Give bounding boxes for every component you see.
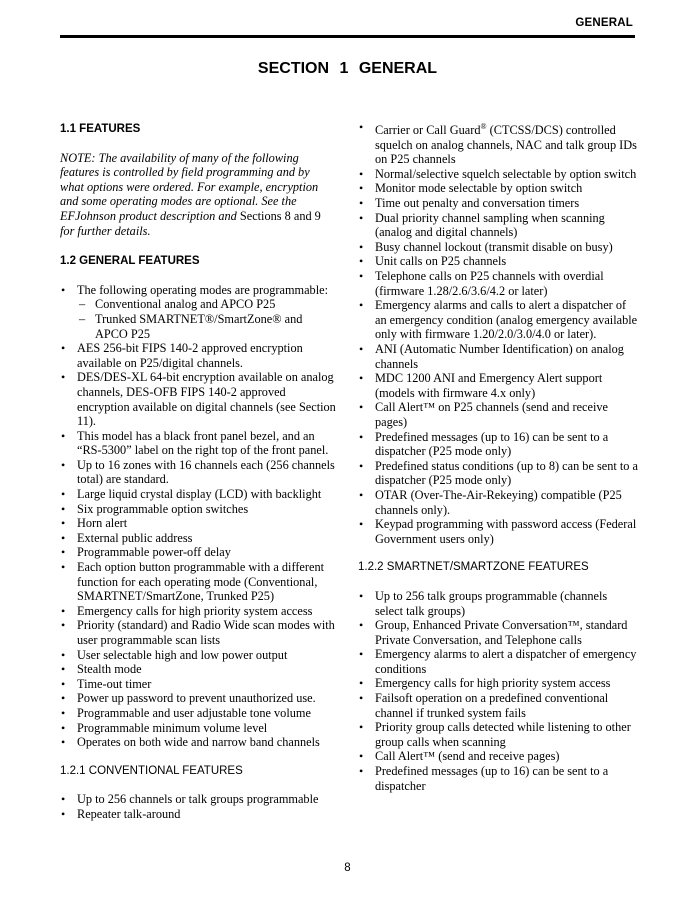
list-item: • Stealth mode bbox=[60, 662, 336, 677]
conventional-features-list bbox=[60, 792, 336, 821]
list-item: • Priority group calls detected while listening to other group calls when scanning bbox=[358, 720, 638, 749]
list-item: • Horn alert bbox=[60, 516, 336, 531]
list-item: • Time out penalty and conversation timers bbox=[358, 196, 638, 211]
list-item: • Emergency calls for high priority system access bbox=[358, 676, 638, 691]
list-item: • Predefined messages (up to 16) can be sent to a dispatcher bbox=[358, 764, 638, 793]
list-item: • Unit calls on P25 channels bbox=[358, 254, 638, 269]
list-item: • Monitor mode selectable by option switch bbox=[358, 181, 638, 196]
list-item: • OTAR (Over-The-Air-Rekeying) compatible (P25 channels only). bbox=[358, 488, 638, 517]
operating-modes-sublist bbox=[77, 297, 336, 341]
features-note bbox=[60, 151, 336, 239]
sub-list-item: – Conventional analog and APCO P25 bbox=[77, 297, 336, 312]
smartnet-features-heading: 1.2.2 SMARTNET/SMARTZONE FEATURES bbox=[358, 561, 589, 574]
conventional-features-heading: 1.2.1 CONVENTIONAL FEATURES bbox=[60, 764, 243, 777]
left-column bbox=[60, 120, 336, 836]
section-title: SECTION 1 GENERAL bbox=[257, 60, 438, 77]
list-item: • Group, Enhanced Private Conversation™, standard Private Conversation, and Telephone calls bbox=[358, 618, 638, 647]
list-item: • Predefined status conditions (up to 8) can be sent to a dispatcher (P25 mode only) bbox=[358, 459, 638, 488]
note-text-part-1: NOTE: The availability of many of the following features is controlled by field programming and by what options were ordered. For example, encryption and some operating modes are optional. See the EFJohnson product description and bbox=[60, 150, 319, 223]
header-rule bbox=[60, 35, 635, 38]
list-item-text: Carrier or Call Guard bbox=[375, 123, 481, 138]
list-item: • Keypad programming with password access (Federal Government users only) bbox=[358, 517, 638, 546]
right-column bbox=[358, 120, 638, 807]
list-item: • DES/DES-XL 64-bit encryption available on analog channels, DES-OFB FIPS 140-2 approved encryption available on digital channels (see Section 11). bbox=[60, 370, 336, 428]
list-item: • Call Alert™ (send and receive pages) bbox=[358, 749, 638, 764]
general-features-list bbox=[60, 283, 336, 750]
list-item: • MDC 1200 ANI and Emergency Alert support (models with firmware 4.x only) bbox=[358, 371, 638, 400]
list-item: • Repeater talk-around bbox=[60, 807, 336, 822]
list-item: • External public address bbox=[60, 531, 336, 546]
list-item bbox=[60, 283, 336, 341]
list-item: • Six programmable option switches bbox=[60, 502, 336, 517]
list-item: • This model has a black front panel bezel, and an “RS-5300” label on the right top of the front panel. bbox=[60, 429, 336, 458]
list-item: • Each option button programmable with a different function for each operating mode (Conventional, SMARTNET/SmartZone, Trunked P25) bbox=[60, 560, 336, 604]
features-heading: 1.1 FEATURES bbox=[60, 123, 141, 135]
list-item: • Large liquid crystal display (LCD) with backlight bbox=[60, 487, 336, 502]
list-item: • Normal/selective squelch selectable by option switch bbox=[358, 167, 638, 182]
list-item: • Emergency calls for high priority system access bbox=[60, 604, 336, 619]
list-item: • Failsoft operation on a predefined conventional channel if trunked system fails bbox=[358, 691, 638, 720]
list-item: • Emergency alarms and calls to alert a dispatcher of an emergency condition (analog emergency available only with firmware 1.20/2.0/3.0/4.0 or later). bbox=[358, 298, 638, 342]
list-item-text: (CTCSS/DCS) controlled squelch on analog channels, NAC and talk group IDs on P25 channels bbox=[375, 123, 637, 167]
list-item: • Power up password to prevent unauthorized use. bbox=[60, 691, 336, 706]
list-item: • Priority (standard) and Radio Wide scan modes with user programmable scan lists bbox=[60, 618, 336, 647]
list-item: • Emergency alarms to alert a dispatcher of emergency conditions bbox=[358, 647, 638, 676]
list-item bbox=[358, 120, 638, 167]
list-item: • Dual priority channel sampling when scanning (analog and digital channels) bbox=[358, 211, 638, 240]
list-item: • AES 256-bit FIPS 140-2 approved encryption available on P25/digital channels. bbox=[60, 341, 336, 370]
registered-mark: ® bbox=[480, 122, 487, 131]
note-text-part-2: for further details. bbox=[60, 223, 151, 238]
list-item: • Operates on both wide and narrow band channels bbox=[60, 735, 336, 750]
list-item: • Up to 256 talk groups programmable (channels select talk groups) bbox=[358, 589, 638, 618]
general-features-heading: 1.2 GENERAL FEATURES bbox=[60, 255, 200, 268]
list-item: • Up to 256 channels or talk groups programmable bbox=[60, 792, 336, 807]
list-item: • Predefined messages (up to 16) can be sent to a dispatcher (P25 mode only) bbox=[358, 430, 638, 459]
running-header: GENERAL bbox=[575, 17, 633, 29]
list-item: • User selectable high and low power output bbox=[60, 648, 336, 663]
list-item: • Busy channel lockout (transmit disable on busy) bbox=[358, 240, 638, 255]
list-item: • Programmable minimum volume level bbox=[60, 721, 336, 736]
conventional-features-list-continued bbox=[358, 120, 638, 546]
list-item: • Call Alert™ on P25 channels (send and receive pages) bbox=[358, 400, 638, 429]
list-item: • Time-out timer bbox=[60, 677, 336, 692]
list-item: • Up to 16 zones with 16 channels each (256 channels total) are standard. bbox=[60, 458, 336, 487]
list-item-text: The following operating modes are programmable: bbox=[77, 282, 328, 297]
page-number: 8 bbox=[344, 862, 351, 874]
sub-list-item: – Trunked SMARTNET®/SmartZone® and APCO P25 bbox=[77, 312, 336, 341]
note-text-sections-ref: Sections 8 and 9 bbox=[239, 208, 321, 223]
list-item: • ANI (Automatic Number Identification) on analog channels bbox=[358, 342, 638, 371]
smartnet-features-list bbox=[358, 589, 638, 793]
list-item: • Telephone calls on P25 channels with overdial (firmware 1.28/2.6/3.6/4.2 or later) bbox=[358, 269, 638, 298]
list-item: • Programmable power-off delay bbox=[60, 545, 336, 560]
list-item: • Programmable and user adjustable tone volume bbox=[60, 706, 336, 721]
